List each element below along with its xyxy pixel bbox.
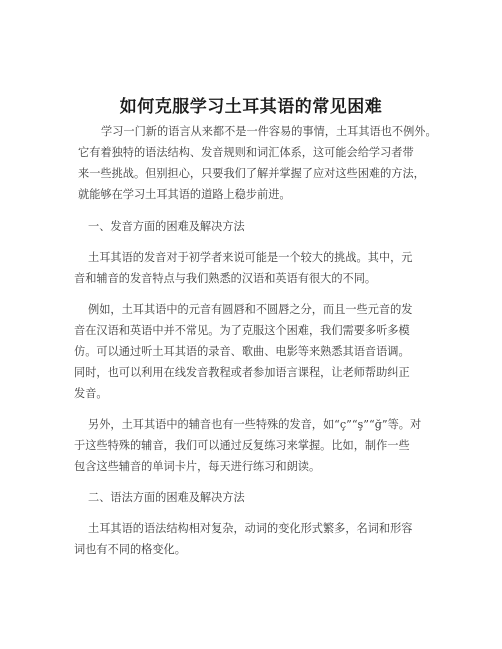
paragraph-line: 土耳其语的发音对于初学者来说可能是一个较大的挑战。其中，元 bbox=[88, 251, 413, 264]
paragraph-line: 它有着独特的语法结构、发音规则和词汇体系，这可能会给学习者带 bbox=[78, 146, 414, 159]
paragraph-line: 例如，土耳其语中的元音有圆唇和不圆唇之分，而且一些元音的发 bbox=[88, 303, 413, 316]
paragraph-line: 于这些特殊的辅音，我们可以通过反复练习来掌握。比如，制作一些 bbox=[74, 439, 410, 452]
paragraph-line: 发音。 bbox=[74, 387, 108, 400]
paragraph-line: 包含这些辅音的单词卡片，每天进行练习和朗读。 bbox=[74, 460, 321, 473]
paragraph-line: 就能够在学习土耳其语的道路上稳步前进。 bbox=[78, 188, 291, 201]
paragraph-line: 音在汉语和英语中并不常见。为了克服这个困难，我们需要多听多模 bbox=[74, 324, 410, 337]
paragraph-line: 音和辅音的发音特点与我们熟悉的汉语和英语有很大的不同。 bbox=[74, 272, 377, 285]
document-title: 如何克服学习土耳其语的常见困难 bbox=[119, 97, 383, 117]
paragraph-line: 另外，土耳其语中的辅音也有一些特殊的发音，如“ç”“ş”“ğ”等。对 bbox=[88, 418, 422, 431]
paragraph-line: 土耳其语的语法结构相对复杂，动词的变化形式繁多，名词和形容 bbox=[88, 522, 413, 535]
section-heading: 一、发音方面的困难及解决方法 bbox=[88, 220, 245, 233]
paragraph-line: 来一些挑战。但别担心，只要我们了解并掌握了应对这些困难的方法， bbox=[78, 167, 425, 180]
section-heading: 二、语法方面的困难及解决方法 bbox=[88, 491, 245, 504]
paragraph-line: 同时，也可以利用在线发音教程或者参加语言课程，让老师帮助纠正 bbox=[74, 366, 410, 379]
paragraph-line: 学习一门新的语言从来都不是一件容易的事情，土耳其语也不例外。 bbox=[101, 125, 437, 138]
paragraph-line: 仿。可以通过听土耳其语的录音、歌曲、电影等来熟悉其语音语调。 bbox=[74, 345, 410, 358]
paragraph-line: 词也有不同的格变化。 bbox=[74, 543, 186, 556]
